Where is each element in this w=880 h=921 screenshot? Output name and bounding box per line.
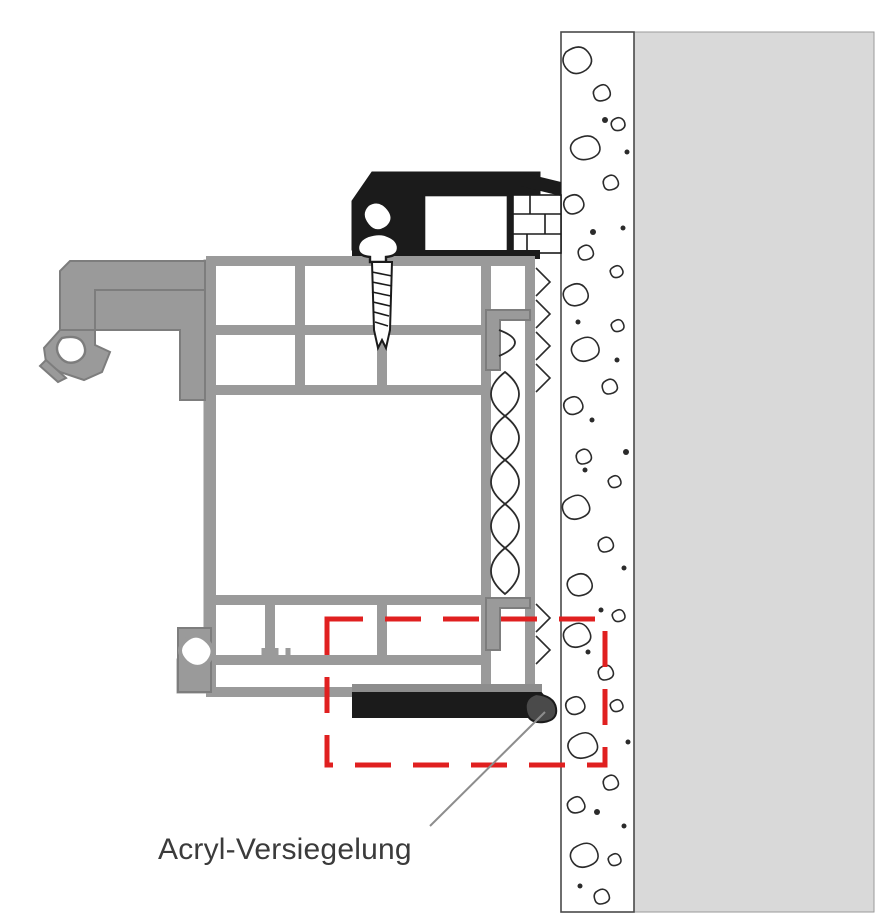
brick-hatch [513,195,561,253]
annotation-label: Acryl-Versiegelung [158,833,412,866]
acrylic-sealant-bead [526,694,557,722]
annotation-leader-line [430,712,545,826]
drip-nose-profile [40,330,110,382]
joint-arrows [536,268,550,664]
window-frame-profile [40,261,530,692]
sill-profile [352,684,548,718]
masonry-wall [561,32,874,912]
